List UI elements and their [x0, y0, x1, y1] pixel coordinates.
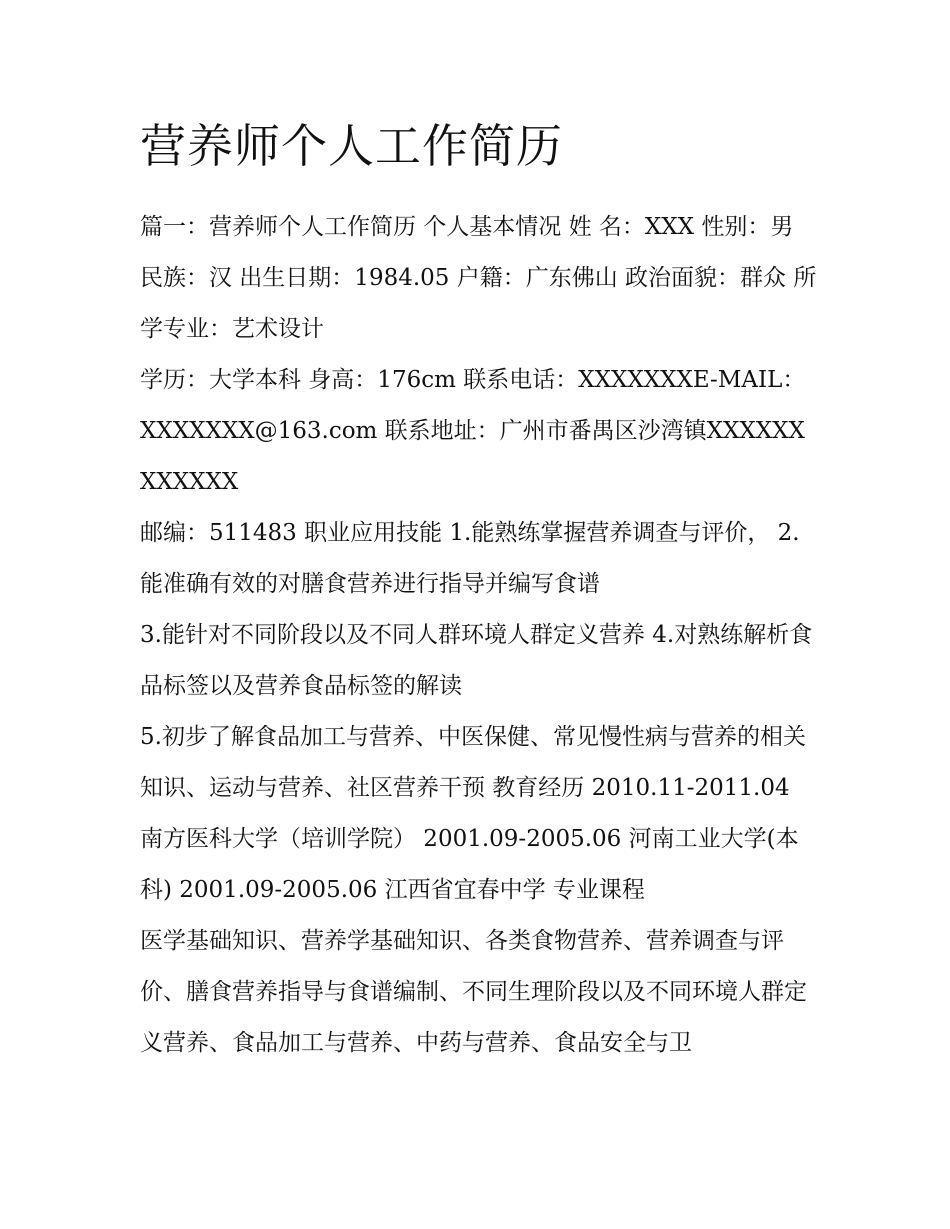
paragraph-education: 南方医科大学（培训学院） 2001.09-2005.06 河南工业大学(本科) 2001.09-2005.06 江西省宜春中学 专业课程 [140, 826, 799, 903]
paragraph-skills-1: 邮编：511483 职业应用技能 1.能熟练掌握营养调查与评价， 2.能准确有效的对膳食营养进行指导并编写食谱 [140, 520, 800, 597]
paragraph-basic-info: 篇一：营养师个人工作简历 个人基本情况 姓 名：XXX 性别：男 民族：汉 出生日期：1984.05 户籍：广东佛山 政治面貌：群众 所学专业：艺术设计 [140, 214, 817, 342]
paragraph-skills-2: 3.能针对不同阶段以及不同人群环境人群定义营养 4.对熟练解析食品标签以及营养食品标签的解读 [140, 622, 813, 699]
document-body [140, 108, 820, 1069]
paragraph-skills-3: 5.初步了解食品加工与营养、中医保健、常见慢性病与营养的相关知识、运动与营养、社区营养干预 教育经历 2010.11-2011.04 [140, 724, 806, 801]
paragraph-courses: 医学基础知识、营养学基础知识、各类食物营养、营养调查与评价、膳食营养指导与食谱编制、不同生理阶段以及不同环境人群定义营养、食品加工与营养、中药与营养、食品安全与卫 [140, 928, 807, 1056]
paragraph-contact-info: 学历：大学本科 身高：176cm 联系电话：XXXXXXXE-MAIL：XXXXXXX@163.com 联系地址：广州市番禺区沙湾镇XXXXXXXXXXXX [140, 367, 806, 495]
document-title: 营养师个人工作简历 [140, 119, 563, 173]
